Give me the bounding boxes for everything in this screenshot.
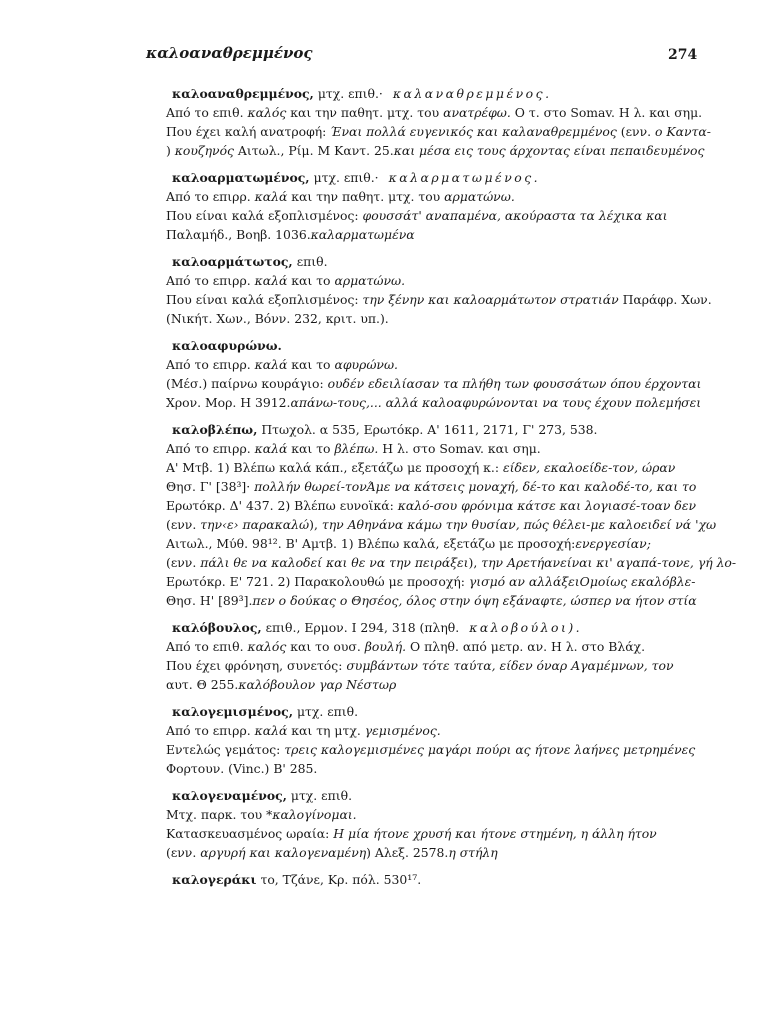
entry-line xyxy=(140,759,700,778)
entry-line xyxy=(140,675,700,694)
dictionary-entry xyxy=(140,336,700,412)
text-span: καλόβουλον γαρ Νέστωρ xyxy=(238,677,397,692)
entry-line xyxy=(140,805,700,824)
entry-line xyxy=(140,393,700,412)
text-span: αρματώνω. xyxy=(334,273,406,288)
text-span: αρματώνω. xyxy=(444,189,515,204)
text-span: ανατρέφω. xyxy=(443,105,511,120)
entry-line xyxy=(140,206,700,225)
spaced-form: καλαναθρεμμένος. xyxy=(392,86,552,101)
entry-line xyxy=(140,374,700,393)
text-span: καλαρματωμένα xyxy=(310,227,415,242)
entry-line xyxy=(140,225,700,244)
entry-line xyxy=(140,572,700,591)
text-span: Έναι πολλά ευγενικός και καλαναθρεμμένος xyxy=(330,124,617,139)
text-span: καλό-σου φρόνιμα κάτσε και λογιασέ-το xyxy=(397,498,655,513)
spaced-form: καλοβούλοι). xyxy=(469,620,583,635)
entry-line xyxy=(140,141,705,160)
entries-column xyxy=(140,84,737,897)
text-span: ενεργεσίαν; xyxy=(575,536,651,551)
dictionary-entry xyxy=(140,786,700,862)
headword: καλογεμισμένος, xyxy=(172,704,294,719)
entry-line xyxy=(140,721,700,740)
text-span: Ομοίως εκαλόβλε- xyxy=(579,574,696,589)
entry-line xyxy=(140,515,717,534)
text-span: φουσσάτ' αναπαμένα, ακούραστα τα λέχικα και xyxy=(362,208,668,223)
text-span: (Μέσ.) παίρνω κουράγιο: xyxy=(166,376,328,391)
text-span: αν δεν xyxy=(654,498,697,513)
text-span: μτχ. επιθ.· xyxy=(313,86,383,101)
entry-line xyxy=(140,439,700,458)
text-span: και το xyxy=(287,357,335,372)
text-span: τρεις καλογεμισμένες μαγάρι πούρι ας ήτονε λαήνες μετρημένες xyxy=(284,742,696,757)
spaced-form: καλαρματωμένος. xyxy=(388,170,541,185)
dictionary-entry xyxy=(140,168,700,244)
text-span: και τη μτχ. xyxy=(287,723,365,738)
headword: καλοβλέπω, xyxy=(172,422,258,437)
entry-line xyxy=(140,290,712,309)
text-span: Άμε να κάτσεις μοναχή, δέ-το και καλοδέ-το, και το xyxy=(366,479,697,494)
entry-line xyxy=(140,843,700,862)
text-span: ο Καντα- xyxy=(654,124,711,139)
text-span: το, Τζάνε, Κρ. πόλ. 530¹⁷. xyxy=(256,872,422,887)
entry-line xyxy=(140,553,737,572)
text-span: και το ουσ. xyxy=(286,639,365,654)
text-span: αυτ. Θ 255. xyxy=(166,677,239,692)
text-span: Που έχει καλή ανατροφή: xyxy=(166,124,331,139)
text-span: η στήλη xyxy=(448,845,498,860)
headword: καλόβουλος, xyxy=(172,620,262,635)
text-span: ) xyxy=(166,143,175,158)
text-span: Παράφρ. Χων. xyxy=(618,292,712,307)
entry-line xyxy=(140,103,703,122)
entry-headline xyxy=(140,702,700,721)
text-span: βλέπω. xyxy=(334,441,379,456)
text-span: Χρον. Μορ. Η 3912. xyxy=(166,395,291,410)
entry-line xyxy=(140,309,700,328)
text-span: την Αρετή xyxy=(481,555,545,570)
text-span: Εντελώς γεμάτος: xyxy=(166,742,285,757)
page-number: 274 xyxy=(668,47,698,63)
dictionary-entry xyxy=(140,870,700,889)
text-span: Από το επιθ. xyxy=(166,639,248,654)
text-span: καλά xyxy=(254,189,288,204)
entry-line xyxy=(140,740,700,759)
text-span: γισμό αν αλλάξει xyxy=(468,574,580,589)
headword: καλογεναμένος, xyxy=(172,788,287,803)
text-span: πολλήν θωρεί-τον xyxy=(254,479,367,494)
text-span: είδεν, εκαλοείδε-τον, ώραν xyxy=(502,460,676,475)
text-span: Ερωτόκρ. Ε' 721. 2) Παρακολουθώ με προσοχή: xyxy=(166,574,469,589)
text-span: Από το επιρρ. xyxy=(166,189,255,204)
text-span: Παλαμήδ., Βοηβ. 1036. xyxy=(166,227,311,242)
entry-headline xyxy=(140,168,700,187)
text-span: μτχ. επιθ. xyxy=(286,788,353,803)
text-span: κουζηνός xyxy=(174,143,234,158)
entry-line xyxy=(140,534,700,553)
entry-headline xyxy=(140,870,700,889)
entry-line xyxy=(140,355,700,374)
text-span: Από το επιρρ. xyxy=(166,357,255,372)
entry-headline xyxy=(140,84,700,103)
text-span: βουλή. xyxy=(364,639,407,654)
text-span: καλά xyxy=(254,273,288,288)
dictionary-entry xyxy=(140,84,711,160)
headword: καλοαφυρώνω. xyxy=(172,338,282,353)
text-span: Που είναι καλά εξοπλισμένος: xyxy=(166,208,363,223)
text-span: (ενν. xyxy=(616,124,655,139)
entry-line xyxy=(140,122,711,141)
text-span: επιθ. xyxy=(292,254,328,269)
text-span: πεν ο δούκας ο Θησέος, όλος στην όψη εξάναφτε, ώσπερ να ήτον στία xyxy=(252,593,697,608)
entry-line xyxy=(140,637,700,656)
running-head: καλοαναθρεμμένος xyxy=(146,44,313,62)
text-span: (ενν. xyxy=(166,517,201,532)
text-span: καλός xyxy=(247,639,287,654)
entry-headline xyxy=(140,336,700,355)
text-span: πάλι θε να καλοδεί και θε να την πειράξει xyxy=(200,555,469,570)
text-span: Θησ. Γ' [38³]· xyxy=(166,479,255,494)
text-span: και το xyxy=(287,273,335,288)
text-span: Πτωχολ. α 535, Ερωτόκρ. Α' 1611, 2171, Γ' 273, 538. xyxy=(257,422,598,437)
entry-line xyxy=(140,477,700,496)
text-span: Από το επιρρ. xyxy=(166,441,255,456)
text-span: Αιτωλ., Μύθ. 98¹². Β' Αμτβ. 1) Βλέπω καλά, εξετάζω με προσοχή: xyxy=(166,536,576,551)
text-span: μτχ. επιθ. xyxy=(293,704,359,719)
text-span: (ενν. xyxy=(166,555,201,570)
headword: καλοαρμάτωτος, xyxy=(172,254,293,269)
text-span: να κάμω την θυσίαν, πώς θέλει-με καλοειδεί νά 'χω xyxy=(387,517,717,532)
text-span: την ξένην και καλοαρμάτωτον στρατιάν xyxy=(362,292,619,307)
text-span: επιθ., Ερμον. Ι 294, 318 (πληθ. xyxy=(261,620,460,635)
entry-line xyxy=(140,591,700,610)
text-span: Ο πληθ. από μετρ. αν. Η λ. στο Βλάχ. xyxy=(406,639,646,654)
text-span: μτχ. επιθ.· xyxy=(309,170,379,185)
text-span: απάνω-τους,... αλλά καλοαφυρώνονται να τους έχουν πολεμήσει xyxy=(290,395,702,410)
text-span: Ερωτόκρ. Δ' 437. 2) Βλέπω ευνοϊκά: xyxy=(166,498,398,513)
entry-line xyxy=(140,824,700,843)
text-span: Φορτουν. (Vinc.) Β' 285. xyxy=(166,761,318,776)
entry-headline xyxy=(140,252,700,271)
text-span: ανείναι κι' αγαπά-τονε, γή λο- xyxy=(544,555,737,570)
entry-headline xyxy=(140,420,700,439)
text-span: Από το επιρρ. xyxy=(166,723,255,738)
dictionary-entry xyxy=(140,252,712,328)
text-span: Θησ. Η' [89³]. xyxy=(166,593,253,608)
dictionary-entry xyxy=(140,420,737,610)
text-span: Μτχ. παρκ. του * xyxy=(166,807,273,822)
text-span: (Νικήτ. Χων., Βόνν. 232, κριτ. υπ.). xyxy=(166,311,389,326)
entry-headline xyxy=(140,618,700,637)
text-span: Κατασκευασμένος ωραία: xyxy=(166,826,334,841)
text-span: καλά xyxy=(254,441,288,456)
text-span: Ο τ. στο Somav. Η λ. και σημ. xyxy=(510,105,703,120)
text-span: και την παθητ. μτχ. του xyxy=(287,189,445,204)
text-span: Η μία ήτονε χρυσή και ήτονε στημένη, η άλλη ήτον xyxy=(333,826,657,841)
text-span: ) Αλεξ. 2578. xyxy=(366,845,449,860)
text-span: Από το επιθ. xyxy=(166,105,248,120)
text-span: Από το επιρρ. xyxy=(166,273,255,288)
text-span: την Αθηνά xyxy=(321,517,388,532)
entry-line xyxy=(140,496,700,515)
entry-line xyxy=(140,656,700,675)
text-span: και μέσα εις τους άρχοντας είναι πεπαιδευμένος xyxy=(393,143,705,158)
text-span: και την παθητ. μτχ. του xyxy=(286,105,444,120)
dictionary-entry xyxy=(140,618,700,694)
text-span: καλά xyxy=(254,723,288,738)
text-span: και το xyxy=(287,441,335,456)
text-span: Αιτωλ., Ρίμ. Μ Καντ. 25. xyxy=(233,143,394,158)
text-span: συμβάντων τότε ταύτα, είδεν όναρ Αγαμέμνων, τον xyxy=(346,658,674,673)
dictionary-entry xyxy=(140,702,700,778)
text-span: την‹ε› παρακαλώ xyxy=(200,517,310,532)
text-span: καλογίνομαι. xyxy=(272,807,357,822)
text-span: Α' Μτβ. 1) Βλέπω καλά κάπ., εξετάζω με προσοχή κ.: xyxy=(166,460,503,475)
text-span: γεμισμένος. xyxy=(364,723,441,738)
headword: καλοαρματωμένος, xyxy=(172,170,310,185)
text-span: (ενν. xyxy=(166,845,201,860)
text-span: αφυρώνω. xyxy=(334,357,398,372)
entry-line xyxy=(140,187,700,206)
entry-line xyxy=(140,458,700,477)
text-span: ουδέν εδειλίασαν τα πλήθη των φουσσάτων όπου έρχονται xyxy=(327,376,702,391)
text-span: Που έχει φρόνηση, συνετός: xyxy=(166,658,347,673)
text-span: Που είναι καλά εξοπλισμένος: xyxy=(166,292,363,307)
headword: καλογεράκι xyxy=(172,872,257,887)
entry-headline xyxy=(140,786,700,805)
text-span: ), xyxy=(468,555,482,570)
headword: καλοαναθρεμμένος, xyxy=(172,86,314,101)
text-span: Η λ. στο Somav. και σημ. xyxy=(378,441,541,456)
text-span: ), xyxy=(309,517,322,532)
text-span: καλός xyxy=(247,105,287,120)
entry-line xyxy=(140,271,700,290)
text-span: αργυρή και καλογεναμένη xyxy=(200,845,367,860)
text-span: καλά xyxy=(254,357,288,372)
